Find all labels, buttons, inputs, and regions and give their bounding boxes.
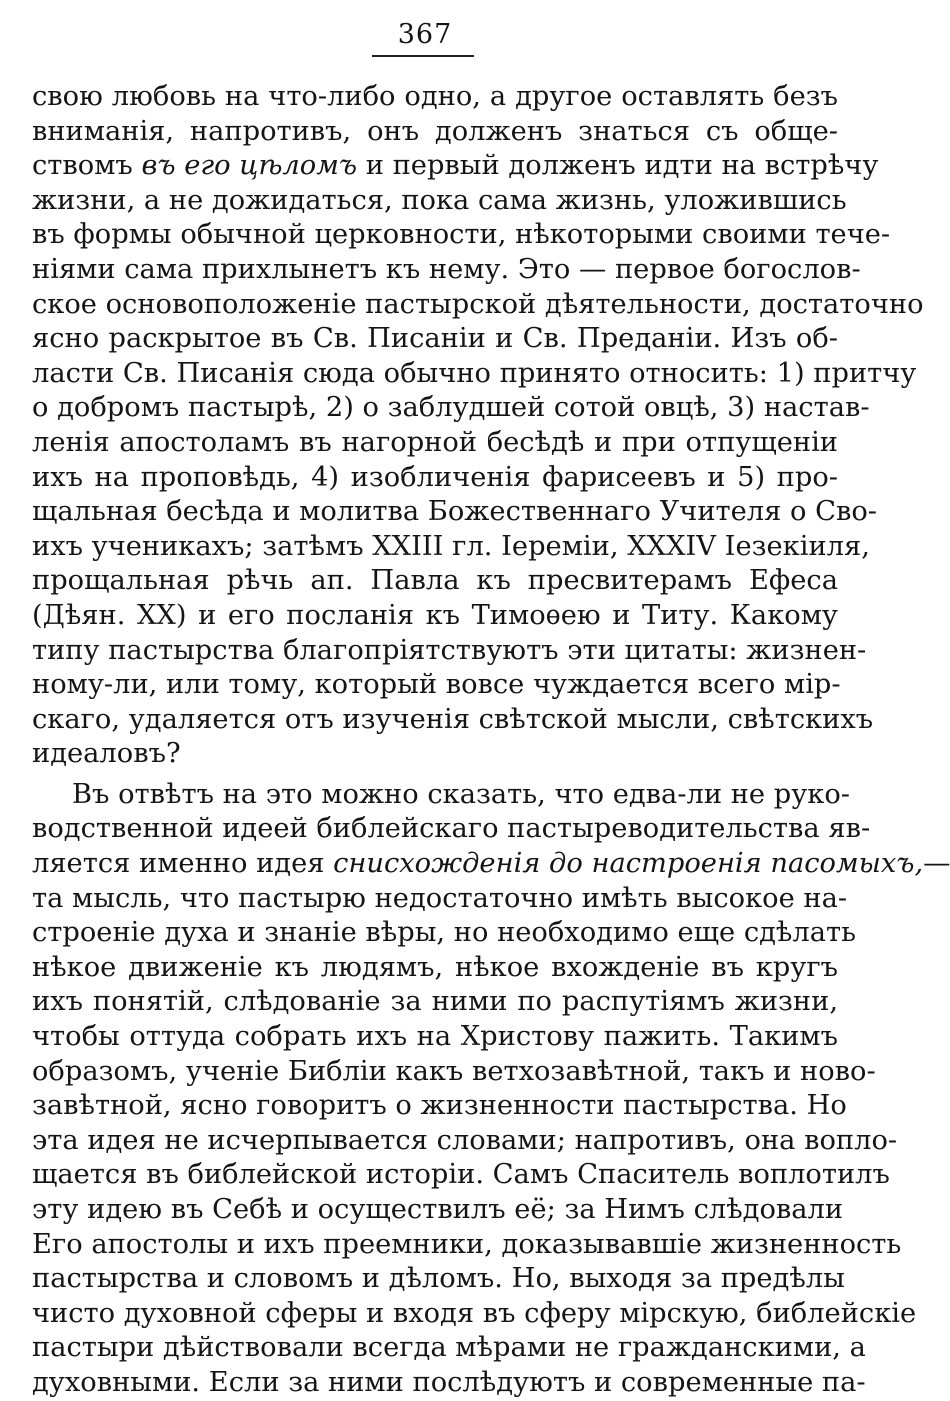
text-line: (Дѣян. XX) и его посланія къ Тимоѳею и Титу. Какому — [32, 599, 838, 631]
body-text — [32, 80, 950, 1401]
emphasized-phrase: снисхожденія до настроенія пасомыхъ, — [333, 848, 924, 880]
text-line: жизни, а не дожидаться, пока сама жизнь, уложившись — [32, 184, 847, 216]
text-line: ствомъ въ его цѣломъ и первый долженъ идти на встрѣчу — [32, 150, 879, 182]
text-line: ихъ на проповѣдь, 4) изобличенія фарисеевъ и 5) про- — [32, 461, 838, 493]
text-line: эту идею въ Себѣ и осуществилъ её; за Нимъ слѣдовали — [32, 1194, 844, 1225]
text-line: образомъ, ученіе Библіи какъ ветхозавѣтной, такъ и ново- — [32, 1055, 876, 1087]
text-line: ское основоположеніе пастырской дѣятельности, достаточно — [32, 288, 924, 320]
text-line: о добромъ пастырѣ, 2) о заблудшей сотой овцѣ, 3) настав- — [32, 392, 870, 424]
text-line: Его апостолы и ихъ преемники, доказывавшіе жизненность — [32, 1228, 902, 1260]
text-line: пастырства и словомъ и дѣломъ. Но, выходя за предѣлы — [32, 1263, 845, 1295]
text-line: вниманія, напротивъ, онъ долженъ знаться съ обще- — [32, 115, 838, 147]
paragraph — [32, 80, 924, 772]
text-line: строеніе духа и знаніе вѣры, но необходимо еще сдѣлать — [32, 917, 856, 949]
text-line: типу пастырства благопріятствуютъ эти цитаты: жизнен- — [32, 634, 867, 666]
text-line: ному-ли, или тому, который вовсе чуждается всего мір- — [32, 669, 841, 701]
text-line: нѣкое движеніе къ людямъ, нѣкое вхожденіе въ кругъ — [32, 951, 838, 983]
text-line: ласти Св. Писанія сюда обычно принято относить: 1) притчу — [32, 357, 917, 389]
text-line: ленія апостоламъ въ нагорной бесѣдѣ и при отпущеніи — [32, 426, 838, 458]
paragraph — [32, 778, 950, 1401]
text-line: та мысль, что пастырю недостаточно имѣть высокое на- — [32, 882, 848, 914]
text-line: щальная бесѣда и молитва Божественнаго Учителя о Сво- — [32, 496, 878, 528]
text-line: чтобы оттуда собрать ихъ на Христову пажить. Такимъ — [32, 1021, 838, 1053]
page-number: 367 — [397, 19, 453, 50]
text-line: идеаловъ? — [32, 738, 181, 770]
text-line: Въ отвѣтъ на это можно сказать, что едва-ли не руко- — [72, 778, 851, 810]
text-line: скаго, удаляется отъ изученія свѣтской мысли, свѣтскихъ — [32, 703, 874, 735]
text-line: въ формы обычной церковности, нѣкоторыми своими тече- — [32, 219, 891, 251]
text-line: чисто духовной сферы и входя въ сферу мірскую, библейскіе — [32, 1297, 917, 1329]
text-line: духовными. Если за ними послѣдуютъ и современные па- — [32, 1366, 866, 1398]
text-line: ніями сама прихлынетъ къ нему. Это — первое богослов- — [32, 253, 861, 285]
text-line: щается въ библейской исторіи. Самъ Спаситель воплотилъ — [32, 1159, 890, 1191]
text-line: завѣтной, ясно говоритъ о жизненности пастырства. Но — [32, 1090, 847, 1122]
text-line: эта идея не исчерпывается словами; напротивъ, она вопло- — [32, 1124, 898, 1156]
text-line: свою любовь на что-либо одно, а другое оставлять безъ — [32, 81, 838, 112]
page-number-rule — [372, 55, 474, 57]
text-line: ляется именно идея снисхожденія до настроенія пасомыхъ,— — [32, 848, 950, 880]
text-line: ихъ ученикахъ; затѣмъ XXIII гл. Іереміи, XXXIV Іезекіиля, — [32, 530, 870, 562]
text-line: водственной идеей библейскаго пастыреводительства яв- — [32, 813, 871, 845]
text-line: прощальная рѣчь ап. Павла къ пресвитерамъ Ефеса — [32, 565, 838, 597]
emphasized-phrase: въ его цѣломъ — [141, 150, 358, 182]
text-line: ясно раскрытое въ Св. Писаніи и Св. Преданіи. Изъ об- — [32, 323, 838, 355]
text-line: пастыри дѣйствовали всегда мѣрами не гражданскими, а — [32, 1332, 866, 1364]
text-line: ихъ понятій, слѣдованіе за ними по распутіямъ жизни, — [32, 986, 838, 1018]
